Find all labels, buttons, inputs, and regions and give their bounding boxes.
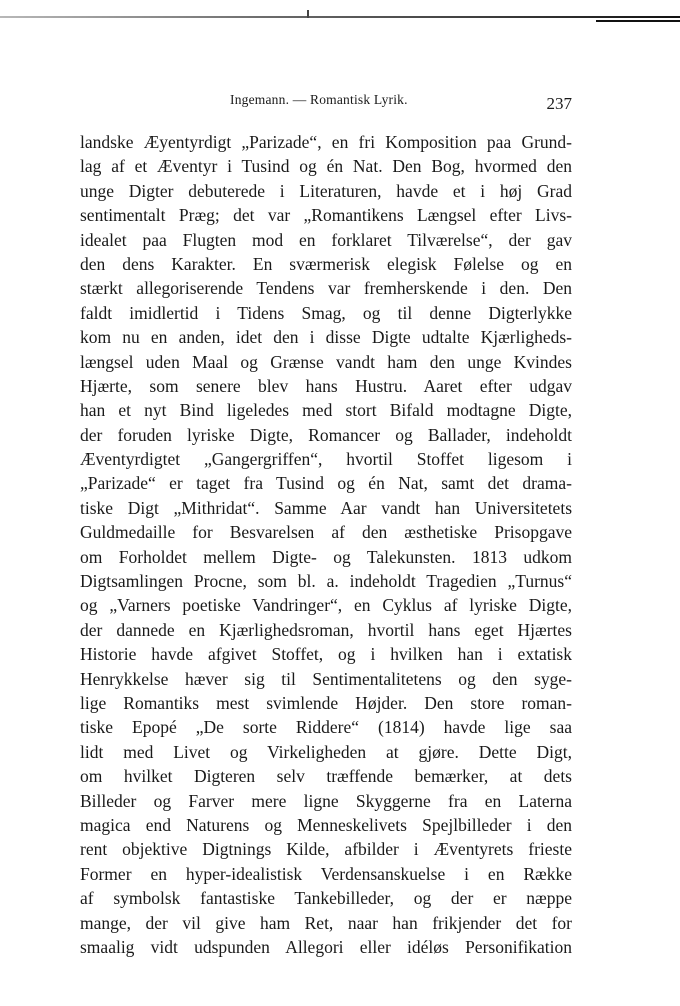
text-line: af symbolsk fantastiske Tankebilleder, og der er næppe: [80, 888, 572, 909]
text-line: Guldmedaille for Besvarelsen af den æsthetiske Prisopgave: [80, 522, 572, 543]
text-line: om hvilket Digteren selv træffende bemærker, at dets: [80, 766, 572, 787]
text-line: magica end Naturens og Menneskelivets Spejlbilleder i den: [80, 814, 572, 835]
text-line: Former en hyper-idealistisk Verdensanskuelse i en Række: [80, 863, 572, 884]
text-line: unge Digter debuterede i Literaturen, havde et i høj Grad: [80, 180, 572, 201]
text-line: lag af et Æventyr i Tusind og én Nat. Den Bog, hvormed den: [80, 156, 572, 177]
text-line: og „Varners poetiske Vandringer“, en Cyklus af lyriske Digte,: [80, 595, 572, 616]
text-line: tiske Epopé „De sorte Riddere“ (1814) havde lige saa: [80, 717, 572, 738]
text-line: Billeder og Farver mere ligne Skyggerne fra en Laterna: [80, 790, 572, 811]
text-line: sentimentalt Præg; det var „Romantikens Længsel efter Livs-: [80, 205, 572, 226]
text-line: landske Æyentyrdigt „Parizade“, en fri Komposition paa Grund-: [80, 132, 572, 152]
scan-edge-rule-end: [596, 20, 680, 22]
text-line: stærkt allegoriserende Tendens var fremherskende i den. Den: [80, 278, 572, 299]
text-line: kom nu en anden, idet den i disse Digte udtalte Kjærligheds-: [80, 327, 572, 348]
text-line: lige Romantiks mest svimlende Højder. Den store roman-: [80, 692, 572, 713]
running-head: Ingemann. — Romantisk Lyrik.: [230, 92, 408, 107]
text-line: han et nyt Bind ligeledes med stort Bifald modtagne Digte,: [80, 400, 572, 421]
page-header: [80, 92, 580, 116]
text-line: Æventyrdigtet „Gangergriffen“, hvortil Stoffet ligesom i: [80, 449, 572, 470]
text-line: længsel uden Maal og Grænse vandt ham den unge Kvindes: [80, 351, 572, 372]
text-line: tiske Digt „Mithridat“. Samme Aar vandt han Universitetets: [80, 497, 572, 518]
text-line: Hjærte, som senere blev hans Hustru. Aaret efter udgav: [80, 375, 572, 396]
text-line: rent objektive Digtnings Kilde, afbilder i Æventyrets frieste: [80, 839, 572, 860]
text-line: faldt imidlertid i Tidens Smag, og til denne Digterlykke: [80, 302, 572, 323]
text-line: der foruden lyriske Digte, Romancer og Ballader, indeholdt: [80, 424, 572, 445]
text-line: „Parizade“ er taget fra Tusind og én Nat, samt det drama-: [80, 473, 572, 494]
text-line: den dens Karakter. En sværmerisk elegisk Følelse og en: [80, 253, 572, 274]
text-line: mange, der vil give ham Ret, naar han frikjender det for: [80, 912, 572, 933]
text-line: om Forholdet mellem Digte- og Talekunsten. 1813 udkom: [80, 546, 572, 567]
text-line: Digtsamlingen Procne, som bl. a. indeholdt Tragedien „Turnus“: [80, 571, 572, 592]
text-line: der dannede en Kjærlighedsroman, hvortil hans eget Hjærtes: [80, 619, 572, 640]
scan-edge-rule: [0, 16, 680, 18]
text-line: Henrykkelse hæver sig til Sentimentalitetens og den syge-: [80, 668, 572, 689]
text-line: smaalig vidt udspunden Allegori eller idéløs Personifikation: [80, 936, 572, 957]
body-text: [80, 130, 572, 959]
page-number: 237: [546, 94, 572, 113]
text-line: idealet paa Flugten mod en forklaret Tilværelse“, der gav: [80, 229, 572, 250]
text-line: Historie havde afgivet Stoffet, og i hvilken han i extatisk: [80, 644, 572, 665]
text-line: lidt med Livet og Virkeligheden at gjøre. Dette Digt,: [80, 741, 572, 762]
scan-edge-tick: [307, 10, 309, 18]
